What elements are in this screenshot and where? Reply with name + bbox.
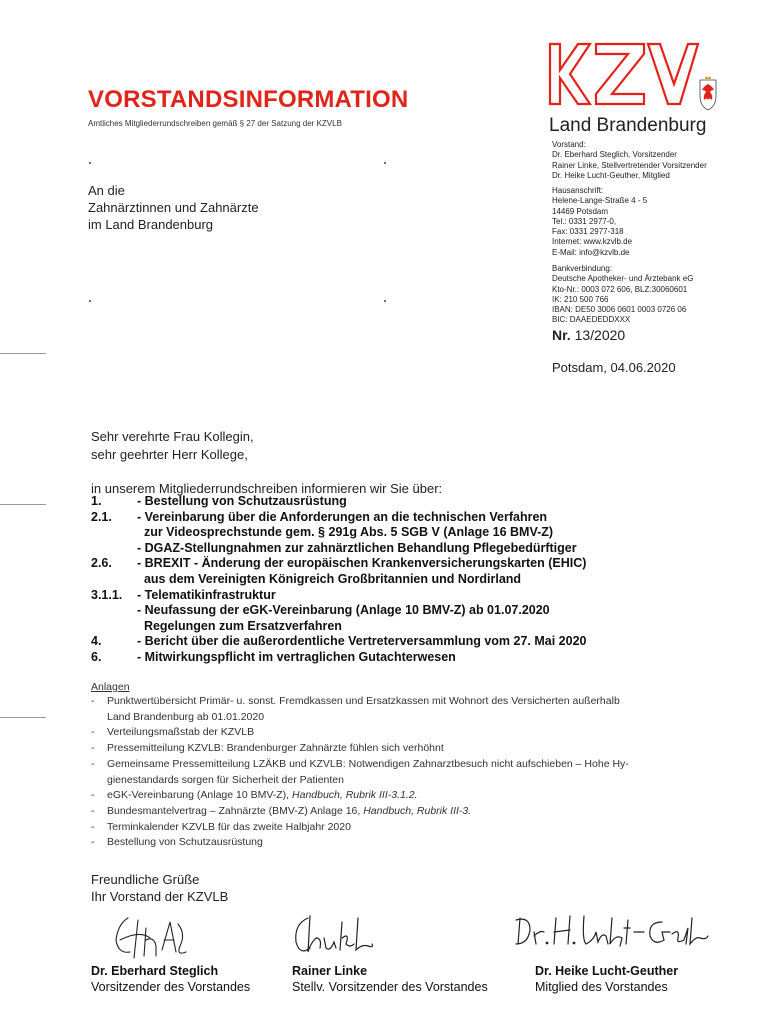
fold-mark-bottom <box>0 717 46 718</box>
agenda-item-text: aus dem Vereinigten Königreich Großbritannien und Nordirland <box>137 571 522 586</box>
agenda-item-text: - BREXIT - Änderung der europäischen Krankenversicherungskarten (EHIC) <box>137 556 587 571</box>
attachment-bullet: - <box>91 726 95 739</box>
signer-name: Dr. Heike Lucht-Geuther <box>535 964 679 978</box>
issue-number <box>552 327 625 343</box>
attachment-text <box>107 835 711 851</box>
attachment-bullet <box>91 773 107 789</box>
closing <box>91 871 228 905</box>
signature-steglich <box>100 910 200 962</box>
agenda-item-number: 2.6. <box>91 556 112 571</box>
recipient-line: An die <box>88 183 125 198</box>
attachment-item <box>91 741 711 757</box>
attachment-item <box>91 757 711 773</box>
attachment-text-plain: Bundesmantelvertrag – Zahnärzte (BMV-Z) Anlage 16, <box>107 804 364 817</box>
attachment-text-plain: eGK-Vereinbarung (Anlage 10 BMV-Z), <box>107 789 293 802</box>
address-line: 14469 Potsdam <box>552 206 609 216</box>
agenda-item <box>91 619 691 635</box>
attachment-text-plain: Punktwertübersicht Primär- u. sonst. Fremdkassen und Ersatzkassen mit Wohnort des Versicherten außerhalb <box>107 695 620 707</box>
agenda-item-number <box>91 572 137 588</box>
bank-line: IK: 210 500 766 <box>552 294 609 304</box>
agenda-item-text: - DGAZ-Stellungnahmen zur zahnärztlichen Behandlung Pflegebedürftiger <box>137 540 577 555</box>
agenda-item-text: zur Videosprechstunde gem. § 291g Abs. 5 SGB V (Anlage 16 BMV-Z) <box>137 525 554 540</box>
signer-role: Stellv. Vorsitzender des Vorstandes <box>292 980 488 994</box>
signer-steglich <box>91 963 250 995</box>
agenda-item-text: - Telematikinfrastruktur <box>137 587 276 602</box>
agenda-item <box>91 510 691 526</box>
attachments-heading: Anlagen <box>91 681 130 693</box>
agenda-item-number <box>91 541 137 557</box>
issue-number-value: 13/2020 <box>574 327 626 343</box>
agenda-item-text: - Vereinbarung über die Anforderungen an die technischen Verfahren <box>137 509 548 524</box>
agenda-item <box>91 588 691 604</box>
document-title: VORSTANDSINFORMATION <box>88 86 409 113</box>
attachment-text-plain: Gemeinsame Pressemitteilung LZÄKB und KZVLB: Notwendigen Zahnarztbesuch nicht aufschieben – Hohe Hy- <box>107 757 629 770</box>
attachment-bullet: - <box>91 836 95 849</box>
agenda-item-number <box>91 619 137 635</box>
agenda-item-text: - Bericht über die außerordentliche Vertreterversammlung vom 27. Mai 2020 <box>137 634 587 649</box>
bank-line: Bankverbindung: <box>552 264 613 273</box>
attachment-text-reference: Handbuch, Rubrik III-3. <box>363 804 472 817</box>
fold-mark-middle <box>0 504 46 505</box>
signature-linke <box>288 908 380 960</box>
window-mark <box>384 300 386 302</box>
agenda-item <box>91 541 691 557</box>
bank-line: Kto-Nr.: 0003 072 606, BLZ:30060601 <box>552 284 688 294</box>
closing-line: Ihr Vorstand der KZVLB <box>91 889 229 904</box>
address-line: Hausanschrift: <box>552 186 604 195</box>
bank-line: IBAN: DE50 3006 0601 0003 0726 06 <box>552 305 687 315</box>
agenda-item-number: 6. <box>91 649 102 664</box>
attachment-item <box>91 710 711 726</box>
attachment-text <box>107 741 711 757</box>
agenda-item-number <box>91 525 137 541</box>
board-info-line: Rainer Linke, Stellvertretender Vorsitzender <box>552 160 707 170</box>
attachment-text <box>107 710 711 726</box>
agenda-item <box>91 572 691 588</box>
attachment-text-plain: Pressemitteilung KZVLB: Brandenburger Zahnärzte fühlen sich verhöhnt <box>107 742 444 755</box>
attachment-item <box>91 788 711 804</box>
signer-name: Rainer Linke <box>292 964 368 978</box>
logo-text: Land Brandenburg <box>549 115 707 136</box>
attachment-item <box>91 725 711 741</box>
attachment-text-plain: Verteilungsmaßstab der KZVLB <box>107 726 255 739</box>
agenda-item-text: Regelungen zum Ersatzverfahren <box>137 618 342 633</box>
agenda-item <box>91 634 691 650</box>
agenda-item-number <box>91 603 137 619</box>
bank-info <box>552 264 693 326</box>
attachment-text <box>107 757 711 773</box>
board-info-line: Dr. Eberhard Steglich, Vorsitzender <box>552 150 677 160</box>
signer-name: Dr. Eberhard Steglich <box>91 964 219 978</box>
attachment-item <box>91 694 711 710</box>
board-info-line: Dr. Heike Lucht-Geuther, Mitglied <box>552 170 670 180</box>
bank-line: Deutsche Apotheker- und Ärztebank eG <box>552 274 694 284</box>
signer-role: Mitglied des Vorstandes <box>535 980 668 994</box>
attachment-text <box>107 820 711 836</box>
attachment-text <box>107 725 711 741</box>
attachment-text <box>107 804 711 820</box>
signer-role: Vorsitzender des Vorstandes <box>91 980 251 994</box>
agenda-item-text: - Mitwirkungspflicht im vertraglichen Gutachterwesen <box>137 649 456 664</box>
address-line: Fax: 0331 2977-318 <box>552 227 624 237</box>
window-mark <box>384 162 386 164</box>
closing-line: Freundliche Grüße <box>91 872 200 887</box>
agenda-item <box>91 556 691 572</box>
agenda-item-text: - Bestellung von Schutzausrüstung <box>137 494 347 508</box>
agenda-item <box>91 525 691 541</box>
attachment-text-plain: Bestellung von Schutzausrüstung <box>107 836 263 849</box>
agenda-item <box>91 650 691 666</box>
attachment-item <box>91 773 711 789</box>
attachment-bullet: - <box>91 695 95 707</box>
window-mark <box>89 162 91 164</box>
address-line: E-Mail: info@kzvlb.de <box>552 247 630 257</box>
attachment-text-reference: Handbuch, Rubrik III-3.1.2. <box>292 789 418 802</box>
attachments-list <box>91 681 711 851</box>
attachment-bullet: - <box>91 804 95 817</box>
attachment-text <box>107 788 711 804</box>
agenda-list <box>91 494 691 666</box>
address-line: Internet: www.kzvlb.de <box>552 237 633 247</box>
board-info <box>552 140 707 181</box>
agenda-item <box>91 494 691 510</box>
recipient-address <box>88 182 259 233</box>
agenda-item-number: 3.1.1. <box>91 587 123 602</box>
board-info-line: Vorstand: <box>552 140 586 149</box>
recipient-line: im Land Brandenburg <box>88 217 214 232</box>
salutation <box>91 428 254 464</box>
bank-line: BIC: DAAEDEDDXXX <box>552 315 631 325</box>
agenda-item-text: - Neufassung der eGK-Vereinbarung (Anlage 10 BMV-Z) ab 01.07.2020 <box>137 603 550 618</box>
signer-lucht-geuther <box>535 963 678 995</box>
attachment-item <box>91 804 711 820</box>
address-info <box>552 186 647 258</box>
agenda-item-number: 4. <box>91 634 102 649</box>
attachment-text <box>107 773 711 789</box>
fold-mark-top <box>0 353 46 354</box>
agenda-item-number: 1. <box>91 494 102 508</box>
signature-lucht-geuther <box>512 910 712 958</box>
signer-linke <box>292 963 488 995</box>
recipient-line: Zahnärztinnen und Zahnärzte <box>88 200 259 215</box>
window-mark <box>89 300 91 302</box>
attachment-text <box>107 694 711 710</box>
address-line: Helene-Lange-Straße 4 - 5 <box>552 196 648 206</box>
attachment-item <box>91 820 711 836</box>
attachment-bullet: - <box>91 789 95 802</box>
salutation-line: sehr geehrter Herr Kollege, <box>91 447 248 462</box>
issue-date: Potsdam, 04.06.2020 <box>552 360 676 375</box>
attachment-bullet: - <box>91 820 95 833</box>
attachment-item <box>91 835 711 851</box>
issue-number-label: Nr. <box>552 327 571 343</box>
attachment-bullet: - <box>91 742 95 755</box>
attachment-text-plain: gienestandards sorgen für Sicherheit der Patienten <box>107 773 344 786</box>
intro-text: in unserem Mitgliederrundschreiben informieren wir Sie über: <box>91 481 443 496</box>
attachment-text-plain: Land Brandenburg ab 01.01.2020 <box>107 710 265 723</box>
attachment-text-plain: Terminkalender KZVLB für das zweite Halbjahr 2020 <box>107 820 351 833</box>
salutation-line: Sehr verehrte Frau Kollegin, <box>91 429 254 444</box>
eagle-icon <box>700 76 716 110</box>
attachment-bullet <box>91 710 107 726</box>
address-line: Tel.: 0331 2977-0, <box>552 216 617 226</box>
document-subtitle: Amtliches Mitgliederrundschreiben gemäß § 27 der Satzung der KZVLB <box>88 119 342 128</box>
attachment-bullet: - <box>91 757 95 770</box>
agenda-item <box>91 603 691 619</box>
agenda-item-number: 2.1. <box>91 509 112 524</box>
